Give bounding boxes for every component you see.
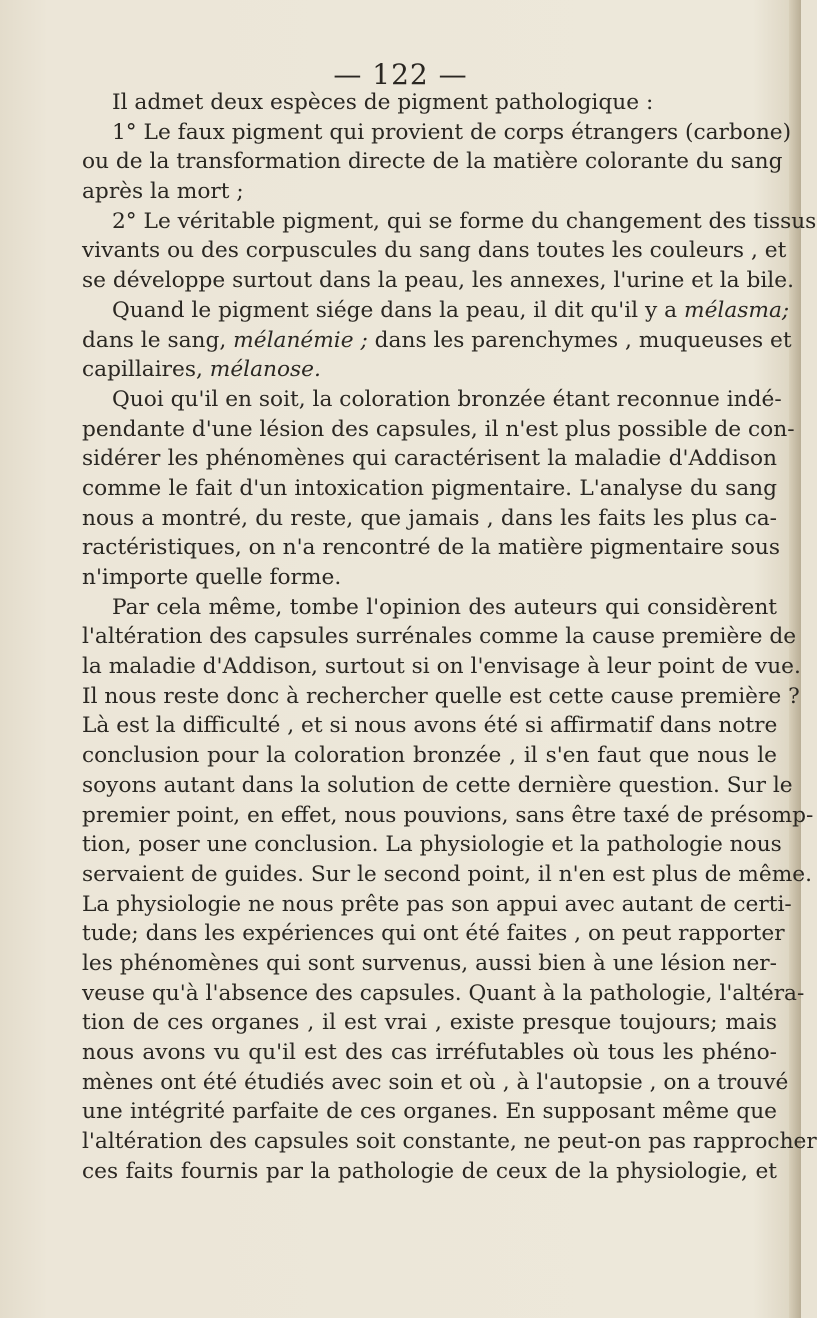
text-segment: mènes ont été étudiés avec soin et où , à l'autopsie , on a trouvé: [82, 1069, 789, 1095]
text-segment: ces faits fournis par la pathologie de ceux de la physiologie, et: [82, 1158, 777, 1184]
text-segment: 2° Le véritable pigment, qui se forme du changement des tissus: [112, 208, 817, 234]
text-segment: se développe surtout dans la peau, les annexes, l'urine et la bile.: [82, 268, 794, 294]
text-line: [82, 355, 777, 385]
body-text: [82, 88, 817, 1186]
text-line: [82, 741, 777, 771]
text-line: [82, 652, 801, 682]
text-segment: une intégrité parfaite de ces organes. En supposant même que: [82, 1099, 777, 1125]
text-line: [82, 919, 785, 949]
text-segment: 1° Le faux pigment qui provient de corps étrangers (carbone): [112, 119, 792, 145]
text-line: [82, 415, 795, 445]
text-line: [82, 385, 782, 415]
text-segment: après la mort ;: [82, 179, 244, 205]
text-line: [82, 1008, 777, 1038]
text-segment: sidérer les phénomènes qui caractérisent la maladie d'Addison: [82, 446, 777, 472]
text-segment: Quand le pigment siége dans la peau, il dit qu'il y a: [112, 297, 684, 323]
text-segment: capillaires,: [82, 357, 210, 383]
italic-term: mélasma;: [684, 297, 790, 323]
text-segment: tion de ces organes , il est vrai , existe presque toujours; mais: [82, 1010, 777, 1036]
text-segment: Par cela même, tombe l'opinion des auteurs qui considèrent: [112, 594, 777, 620]
page-number-header: — 122 —: [333, 58, 468, 91]
text-segment: tion, poser une conclusion. La physiologie et la pathologie nous: [82, 832, 782, 858]
text-segment: l'altération des capsules soit constante, ne peut-on pas rapprocher: [82, 1129, 817, 1155]
text-line: [82, 1097, 777, 1127]
italic-term: mélanémie ;: [233, 327, 368, 353]
text-line: [82, 474, 777, 504]
text-segment: ou de la transformation directe de la matière colorante du sang: [82, 149, 783, 175]
text-line: [82, 266, 794, 296]
text-segment: La physiologie ne nous prête pas son appui avec autant de certi-: [82, 891, 792, 917]
text-line: [82, 711, 777, 741]
text-line: [82, 1038, 777, 1068]
text-line: [82, 979, 805, 1009]
text-line: [82, 949, 777, 979]
text-line: [82, 504, 777, 534]
text-line: [82, 177, 777, 207]
text-segment: pendante d'une lésion des capsules, il n'est plus possible de con-: [82, 416, 795, 442]
text-line: [82, 890, 792, 920]
text-segment: conclusion pour la coloration bronzée , il s'en faut que nous le: [82, 743, 777, 769]
text-segment: nous avons vu qu'il est des cas irréfutables où tous les phéno-: [82, 1040, 777, 1065]
text-line: [82, 147, 783, 177]
text-segment: la maladie d'Addison, surtout si on l'envisage à leur point de vue.: [82, 654, 801, 680]
text-segment: les phénomènes qui sont survenus, aussi bien à une lésion ner-: [82, 950, 777, 976]
text-line: [82, 563, 777, 593]
text-line: [82, 88, 777, 118]
text-line: [82, 533, 780, 563]
text-segment: Quoi qu'il en soit, la coloration bronzée étant reconnue indé-: [112, 386, 782, 412]
text-line: [82, 444, 777, 474]
text-segment: l'altération des capsules surrénales comme la cause première de: [82, 624, 797, 650]
text-line: [82, 771, 793, 801]
text-line: [82, 296, 790, 326]
text-segment: comme le fait d'un intoxication pigmentaire. L'analyse du sang: [82, 475, 777, 501]
text-segment: Il admet deux espèces de pigment pathologique :: [112, 90, 654, 115]
text-segment: premier point, en effet, nous pouvions, sans être taxé de présomp-: [82, 802, 814, 828]
text-line: [82, 1157, 777, 1187]
text-segment: vivants ou des corpuscules du sang dans toutes les couleurs , et: [82, 238, 787, 264]
text-line: [82, 622, 797, 652]
text-segment: dans les parenchymes , muqueuses et: [367, 327, 792, 353]
text-segment: dans le sang,: [82, 327, 234, 353]
text-line: [82, 682, 800, 712]
text-line: [82, 1068, 789, 1098]
text-line: [82, 593, 777, 623]
text-line: [82, 801, 814, 831]
text-line: [82, 118, 792, 148]
text-line: [82, 207, 817, 237]
text-segment: Là est la difficulté , et si nous avons été si affirmatif dans notre: [82, 713, 778, 739]
text-segment: Il nous reste donc à rechercher quelle est cette cause première ?: [82, 683, 800, 709]
text-segment: tude; dans les expériences qui ont été faites , on peut rapporter: [82, 921, 785, 947]
text-segment: ractéristiques, on n'a rencontré de la matière pigmentaire sous: [82, 535, 780, 561]
text-segment: nous a montré, du reste, que jamais , dans les faits les plus ca-: [82, 505, 777, 531]
text-line: [82, 1127, 817, 1157]
text-line: [82, 830, 782, 860]
text-line: [82, 860, 812, 890]
text-segment: n'importe quelle forme.: [82, 565, 342, 590]
text-segment: veuse qu'à l'absence des capsules. Quant à la pathologie, l'altéra-: [82, 980, 805, 1006]
text-line: [82, 236, 787, 266]
text-line: [82, 326, 792, 356]
text-segment: soyons autant dans la solution de cette dernière question. Sur le: [82, 772, 793, 798]
text-segment: servaient de guides. Sur le second point, il n'en est plus de même.: [82, 861, 812, 887]
italic-term: mélanose.: [209, 357, 321, 383]
